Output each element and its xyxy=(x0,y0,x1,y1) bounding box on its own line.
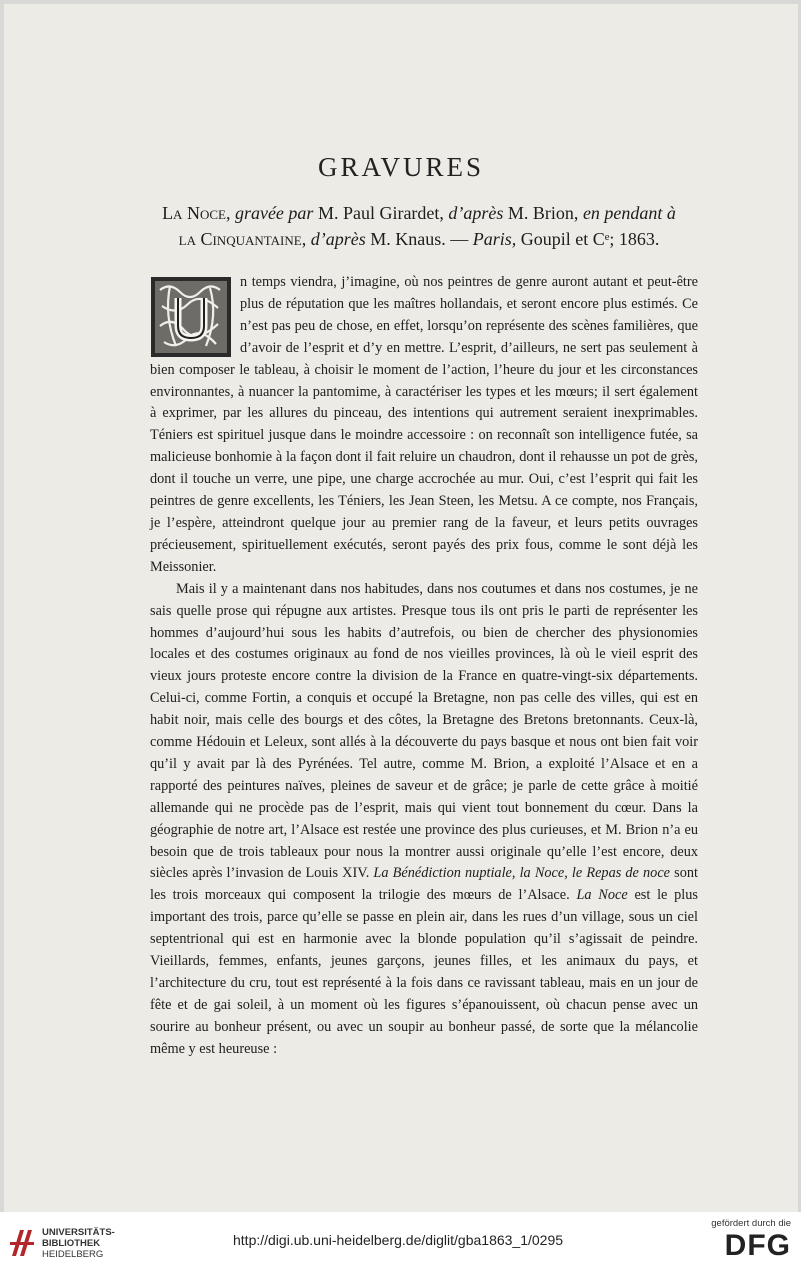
paragraph-2-end: est le plus important des trois, parce qu’elle se passe en plein air, dans les rues d’un village, sous un ciel septentrional qui est en harmonie avec la blonde population qu’il s’agissait de peindre. Vieillards, femmes, enfants, jeunes garçons, jeunes filles, et les animaux du pays, et l’architecture du cru, tout est représenté à la fois dans ce ravissant tableau, mais en un jour de fête et de gai soleil, à un moment où les figures s’épanouissent, où chacun pense avec un sourire au bonheur présent, ou avec un soupir au bonheur passé, de sorte que la mélancolie même y est heureuse : xyxy=(150,887,698,1057)
citation-title-noce: La Noce xyxy=(162,203,226,223)
library-name-line-3: HEIDELBERG xyxy=(42,1248,104,1260)
scanned-page xyxy=(4,4,798,1212)
citation-engraver: M. Paul Girardet, xyxy=(313,203,449,223)
citation-sep: , xyxy=(301,229,311,249)
paragraph-2-text: Mais il y a maintenant dans nos habitudes, dans nos coutumes et dans nos costumes, je ne sais quelle prose qui répugne aux artistes. Presque tous ils ont pris le parti de représenter les hommes d’aujourd’hui sous les habits d’autrefois, ou bien de chercher des physionomies locales et des costumes originaux au fond de nos vieilles provinces, là où le vieil esprit des vieux jours proteste encore contre la division de la France en quatre-vingt-six départements. Celui-ci, comme Fortin, a conquis et occupé la Bretagne, non pas celle des villes, qui est en habit noir, mais celle des bourgs et des côtes, la Bretagne des Bretons bretonnants. Ceux-là, comme Hédouin et Leleux, sont allés à la découverte du pays basque et nous ont bien fait voir qu’il y avait par là des Pyrénées. Tel autre, comme M. Brion, a exploité l’Alsace et en a rapporté des peintures naïves, pleines de saveur et de grâce; je parle de cette grâce à moitié allemande qui ne procède pas de l’esprit, mais qui vient tout bonnement du cœur. Dans la géographie de notre art, l’Alsace est restée une province des plus curieuses, et M. Brion n’a eu besoin que de trois tableaux pour nous la montrer aussi originale qu’elle l’est encore, deux siècles après l’invasion de Louis XIV. xyxy=(150,580,698,882)
page-title: GRAVURES xyxy=(317,152,485,182)
italic-la-noce: La Noce xyxy=(576,887,628,904)
funded-by-label: gefördert durch die xyxy=(711,1218,791,1229)
citation-painter: M. Brion, xyxy=(503,203,583,223)
paragraph-1-text: n temps viendra, j’imagine, où nos peintres de genre auront autant et peut-être plus de réputation que les maîtres hollandais, et seront encore plus estimés. Ce n’est pas peu de chose, en effet, lorsqu’on représente des scènes familières, que d’avoir de l’esprit et d’y en mettre. L’esprit, d’ailleurs, ne sert pas seulement à bien composer le tableau, à choisir le moment de l’action, l’heure du jour et les circonstances environnantes, à nuancer la pantomime, à caractériser les types et les mœurs; il sert également à exprimer, par les allures du pinceau, des intentions qui autrement seraient inexprimables. Téniers est spirituel jusque dans le moindre accessoire : on reconnaît son intelligence futée, sa malicieuse bonhomie à la façon dont il fait reluire un chaudron, dont il rehausse un pot de grès, dont il touche un verre, une pipe, une charge accrochée au mur. Oui, c’est l’esprit qui fait les peintres de genre excellents, les Téniers, les Jean Steen, les Metsu. A ce compte, nos Français, je l’espère, atteindront quelque jour au premier rang de la faveur, et leurs petits ouvrages précieusement, spirituellement exécutés, seront payés des prix fous, comme le sont déjà les Meissonier. xyxy=(150,274,698,575)
citation-apres-2: d’après xyxy=(310,229,366,249)
citation-apres: d’après xyxy=(448,203,504,223)
citation-title-cinquantaine: la Cinquantaine xyxy=(178,229,302,249)
dfg-logo[interactable] xyxy=(711,1218,791,1263)
citation-publisher: Goupil et Cᵉ; 1863. xyxy=(516,229,660,249)
paragraph-2-cont: sont les trois morceaux qui composent la trilogie des mœurs de l’Alsace. xyxy=(150,865,698,904)
library-name-line-1: UNIVERSITÄTS- xyxy=(42,1226,115,1238)
library-name-line-2: BIBLIOTHEK xyxy=(42,1237,101,1249)
citation-en-pendant: en pendant à xyxy=(582,203,676,223)
citation-place: Paris, xyxy=(472,229,517,249)
italic-works-titles: La Bénédiction nuptiale, la Noce, le Repas de noce xyxy=(373,865,671,882)
heidelberg-logo-icon xyxy=(8,1226,36,1260)
citation-gravee-par: gravée par xyxy=(234,203,314,223)
article-body xyxy=(150,272,698,1061)
ornate-letter-U-icon xyxy=(150,276,232,358)
citation-sep: , xyxy=(225,203,235,223)
library-logo[interactable] xyxy=(8,1226,115,1260)
document-url-link[interactable]: http://digi.ub.uni-heidelberg.de/diglit/gba1863_1/0295 xyxy=(233,1232,564,1248)
dfg-wordmark: DFG xyxy=(724,1229,791,1262)
article-citation xyxy=(124,200,714,252)
citation-painter-2: M. Knaus. — xyxy=(365,229,473,249)
paragraph-1 xyxy=(150,272,698,579)
library-name xyxy=(42,1227,115,1260)
paragraph-2 xyxy=(150,579,698,1061)
viewer-footer xyxy=(0,1212,801,1278)
